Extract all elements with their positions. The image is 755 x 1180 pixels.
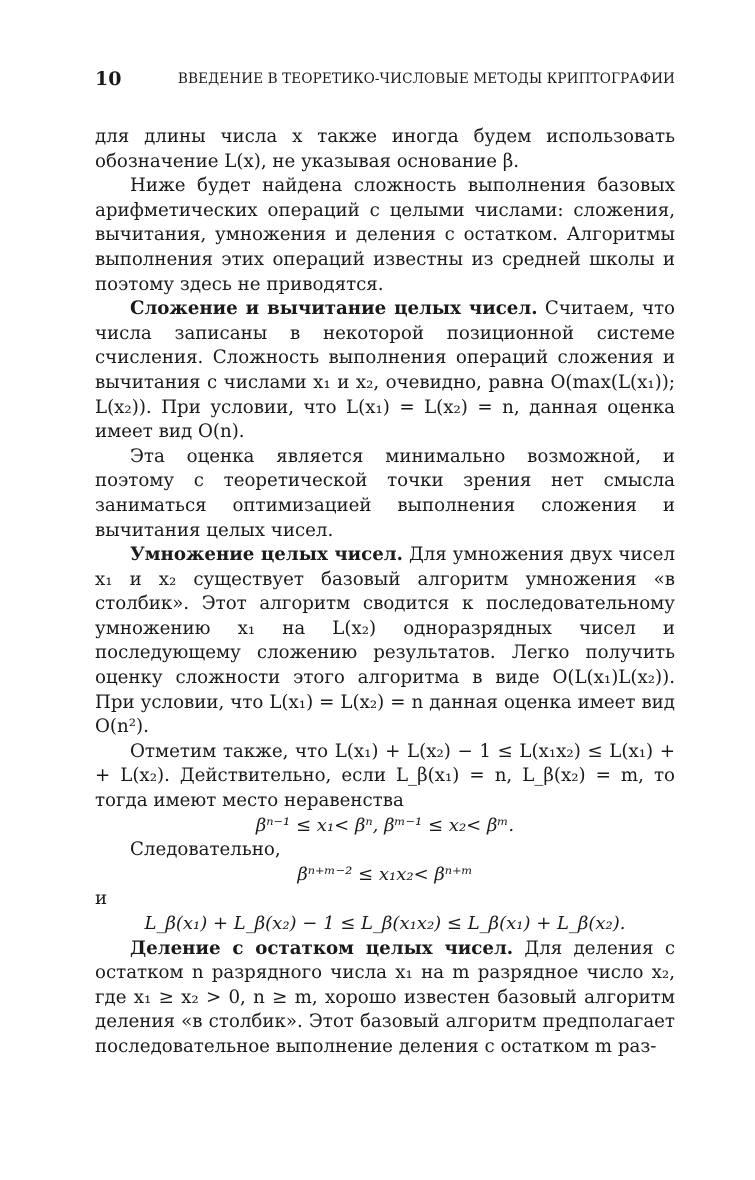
paragraph-text: Для деления с остатком n разрядного числа x₁ на m разрядное число x₂, где x₁ ≥ x₂ > 0, n ≥ m, хорошо известен базовый алгоритм деления «в столбик». Этот базовый алгоритм предполагает последовательное выполнение деления с остатком m раз- (95, 937, 676, 1057)
formula: βⁿ⁻¹ ≤ x₁< βⁿ, βᵐ⁻¹ ≤ x₂< βᵐ. (255, 814, 515, 836)
page-number: 10 (95, 68, 122, 90)
paragraph: Эта оценка является минимально возможной, и поэтому с теоретической точки зрения нет смысла заниматься оптимизацией выполнения сложения и вычитания целых чисел. (95, 445, 675, 541)
paragraph: Следовательно, (130, 839, 281, 861)
paragraph (95, 937, 675, 1060)
formula: βⁿ⁺ᵐ⁻² ≤ x₁x₂< βⁿ⁺ᵐ (297, 863, 473, 885)
paragraph (95, 543, 675, 740)
paragraph: Отметим также, что L(x₁) + L(x₂) − 1 ≤ L(x₁x₂) ≤ L(x₁) + + L(x₂). Действительно, если L_β(x₁) = n, L_β(x₂) = m, то тогда имеют место неравенства (95, 740, 675, 812)
paragraph: и (95, 888, 108, 910)
page-header (95, 68, 675, 96)
section-heading: Сложение и вычитание целых чисел. (130, 298, 538, 320)
paragraph: Ниже будет найдена сложность выполнения базовых арифметических операций с целыми числами: сложения, вычитания, умножения и деления с остатком. Алгоритмы выполнения этих операций известны из средней школы и поэтому здесь не приводятся. (95, 175, 675, 295)
section-heading: Умножение целых чисел. (130, 544, 403, 566)
formula: L_β(x₁) + L_β(x₂) − 1 ≤ L_β(x₁x₂) ≤ L_β(x₁) + L_β(x₂). (144, 913, 626, 934)
running-title: ВВЕДЕНИЕ В ТЕОРЕТИКО-ЧИСЛОВЫЕ МЕТОДЫ КРИПТОГРАФИИ (177, 71, 675, 87)
paragraph-text: Для умножения двух чисел x₁ и x₂ существует базовый алгоритм умножения «в столбик». Этот алгоритм сводится к последовательному умножению x₁ на L(x₂) одноразрядных чисел и последующему сложению результатов. Легко получить оценку сложности этого алгоритма в виде O(L(x₁)L(x₂)). При условии, что L(x₁) = L(x₂) = n данная оценка имеет вид O(n²). (95, 544, 675, 738)
paragraph-text: Считаем, что числа записаны в некоторой позиционной системе счисления. Сложность выполнения операций сложения и вычитания с числами x₁ и x₂, очевидно, равна O(max(L(x₁)); L(x₂)). При условии, что L(x₁) = L(x₂) = n, данная оценка имеет вид O(n). (95, 298, 675, 443)
paragraph (95, 297, 675, 445)
section-heading: Деление с остатком целых чисел. (130, 937, 514, 959)
paragraph: для длины числа x также иногда будем использовать обозначение L(x), не указывая основание β. (95, 126, 675, 172)
page-body (95, 125, 675, 1060)
